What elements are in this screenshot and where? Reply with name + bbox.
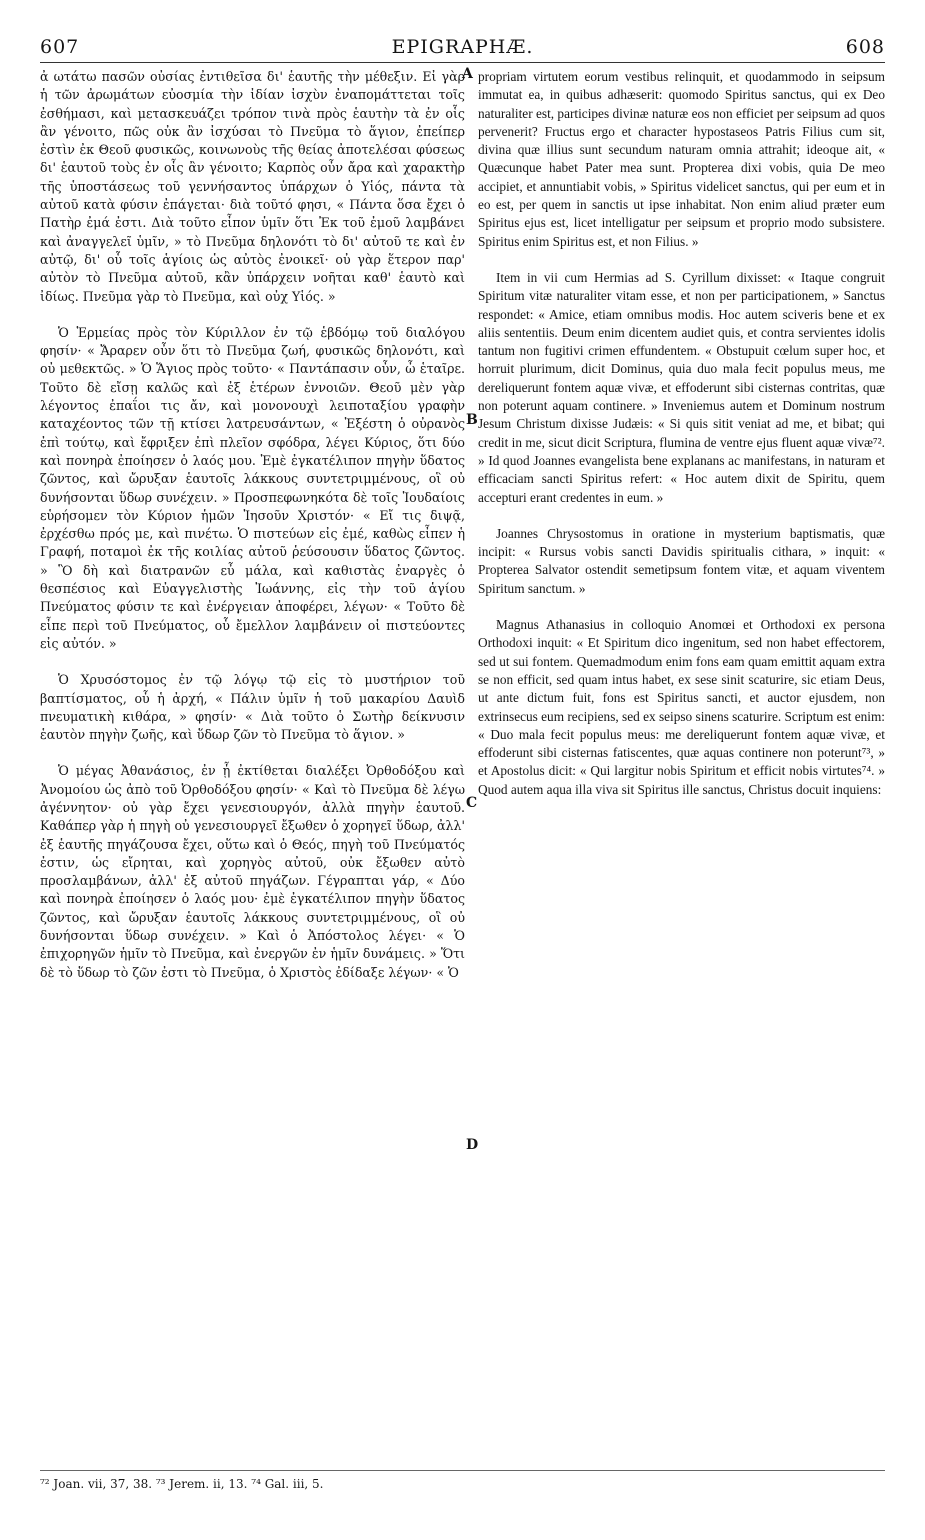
margin-marker-d: D	[466, 1137, 479, 1153]
greek-paragraph-2: Ὁ Ἑρμείας πρὸς τὸν Κύριλλον ἐν τῷ ἑβδόμῳ τοῦ διαλόγου φησίν· « Ἄραρεν οὖν ὅτι τὸ Πνεῦμα ζωή, φυσικῶς δηλονότι, καὶ οὐ μεθεκτῶς. » Ὁ Ἅγιος πρὸς τοῦτο· « Παντάπασιν οὖν, ὦ ἑταῖρε. Τοῦτο δὲ εἴσῃ καλῶς καὶ ἐξ ἑτέρων ἐννοιῶν. Θεοῦ μὲν γὰρ λέγοντος ἐπαΐοι τις ἄν, καὶ μονονουχὶ λειποταξίου γραφὴν καταχέοντος τῶν τῇ κτίσει λατρευσάντων, « Ἐξέστη ὁ οὐρανὸς ἐπὶ τούτῳ, καὶ ἔφριξεν ἐπὶ πλεῖον σφόδρα, λέγει Κύριος, ὅτι δύο καὶ πονηρὰ ἐποίησεν ὁ λαός μου. Ἐμὲ ἐγκατέλιπον πηγὴν ὕδατος ζῶντος, καὶ ὤρυξαν ἑαυτοῖς λάκκους συντετριμμένους, οἳ οὐ δυνήσονται ὕδωρ συνέχειν. » Προσπεφωνηκότα δὲ τοῖς Ἰουδαίοις εὑρήσομεν τὸν Κύριον ἡμῶν Ἰησοῦν Χριστόν· « Εἴ τις διψᾷ, ἐρχέσθω πρός με, καὶ πινέτω. Ὁ πιστεύων εἰς ἐμέ, καθὼς εἶπεν ἡ Γραφή, ποταμοὶ ἐκ τῆς κοιλίας αὐτοῦ ῥεύσουσιν ὕδατος ζῶντος. » Ὃ δὴ καὶ διατρανῶν εὖ μάλα, καὶ καθιστὰς ἐναργὲς ὁ θεσπέσιος καὶ Εὐαγγελιστὴς Ἰωάννης, εἰς τὴν τοῦ ἁγίου Πνεύματος φύσιν τε καὶ ἐνέργειαν ἀποφέρει, λέγων· « Τοῦτο δὲ εἶπε περὶ τοῦ Πνεύματος, οὗ ἔμελλον λαμβάνειν οἱ πιστεύοντες εἰς αὐτόν. »	[40, 324, 465, 651]
greek-paragraph-3: Ὁ Χρυσόστομος ἐν τῷ λόγῳ τῷ εἰς τὸ μυστήριον τοῦ βαπτίσματος, οὗ ἡ ἀρχή, « Πάλιν ὑμῖν ἡ τοῦ μακαρίου Δαυὶδ πνευματικὴ κιθάρα, » φησίν· « Διὰ τοῦτο ὁ Σωτὴρ δείκνυσιν ἑαυτὸν πηγὴν ζωῆς, καὶ ὕδωρ ζῶν τὸ Πνεῦμα τὸ ἅγιον. »	[40, 672, 465, 743]
latin-column	[478, 68, 885, 1456]
margin-marker-c: C	[466, 795, 478, 811]
page-number-left: 607	[40, 36, 80, 58]
page-header	[40, 36, 885, 63]
footnotes: ⁷² Joan. vii, 37, 38. ⁷³ Jerem. ii, 13. ⁷⁴ Gal. iii, 5.	[40, 1470, 885, 1491]
margin-marker-b: B	[466, 412, 478, 428]
latin-paragraph-1: propriam virtutem eorum vestibus relinquit, et quodammodo in seipsum immutat ea, in quibus adhæserit: quomodo Spiritus sanctus, qui ex Deo naturaliter est, participes divinæ naturæ eos non efficiet per seipsum ad quos pervenerit? Fructus ergo et character hypostaseos Patris Filius cum sit, divina quæ illius sunt secundum naturam omnia attrahit; ideoque ait, « Quæcunque habet Pater mea sunt. Propterea dixi vobis, quia De meo accipiet, et annuntiabit vobis, » Spiritus videlicet sanctus, qui per eum et in eo est, per quem in sanctis ut ipse inhabitat. Non enim aliud præter eum Spiritus ejus est, licet intelligatur per seipsum et proprio modo subsistere. Spiritus enim Spiritus est, et non Filius. »	[478, 69, 885, 249]
page-number-right: 608	[845, 36, 885, 58]
margin-marker-a: A	[462, 66, 473, 82]
latin-paragraph-2: Item in vii cum Hermias ad S. Cyrillum dixisset: « Itaque congruit Spiritum vitæ naturaliter vitam esse, et non per participationem, » Sanctus respondet: « Amice, etiam omnibus modis. Hoc autem sciveris bene et ex aliis sententiis. Deum enim dicentem audiet quis, et contra servientes idolis tantum non fugitivi crimen effundentem. « Obstupuit cœlum super hoc, et horruit plurimum, dicit Dominus, quia duo mala fecit populus meus, me dereliquerunt fontem aquæ vivæ, et effoderunt sibi cisternas contritas, quæ non poterunt aquam continere. » Inveniemus autem et Dominum nostrum Jesum Christum dixisse Judæis: « Si quis sitit veniat ad me, et bibat; qui credit in me, sicut dicit Scriptura, flumina de ventre ejus fluent aquæ vivæ⁷². » Id quod Joannes evangelista bene explanans ac manifestans, in naturam et efficaciam sancti Spiritus refert: « Hoc autem dixit de Spiritu, quem accepturi erant credentes in eum. »	[478, 269, 885, 505]
greek-paragraph-1: ἀ ωτάτω πασῶν οὐσίας ἐντιθεῖσα δι' ἑαυτῆς τὴν μέθεξιν. Εἰ γὰρ ἡ τῶν ἀρωμάτων εὐοσμία τὴν ἰδίαν ἰσχὺν ἐναπομάττεται τοῖς ἐσθήμασι, καὶ μετασκευάζει τρόπον τινὰ πρὸς ἑαυτὴν τὰ ἐν οἷς ἂν γένοιτο, πῶς οὐκ ἂν ἰσχύσαι τὸ Πνεῦμα τὸ ἅγιον, ἐπείπερ ἐστὶν ἐκ Θεοῦ φυσικῶς, κοινωνοὺς τῆς θείας ἀποτελέσαι φύσεως δι' ἑαυτοῦ τοὺς ἐν οἷς ἂν γένοιτο; Καρπὸς οὖν ἄρα καὶ χαρακτὴρ τῆς ὑποστάσεως τοῦ γεννήσαντος ὑπάρχων ὁ Υἱός, πάντα τὰ αὐτοῦ κατὰ φύσιν ἐπάγεται· διὰ τοῦτό φησι, « Πάντα ὅσα ἔχει ὁ Πατὴρ ἐμά ἐστι. Διὰ τοῦτο εἶπον ὑμῖν ὅτι Ἐκ τοῦ ἐμοῦ λαμβάνει καὶ ἀναγγελεῖ ὑμῖν, » τὸ Πνεῦμα δηλονότι τὸ δι' αὐτοῦ τε καὶ ἐν αὐτῷ, δι' οὗ τοῖς ἁγίοις ὡς αὐτὸς ἐνοικεῖ· οὐ γὰρ ἕτερον παρ' αὐτὸν τὸ Πνεῦμα αὐτοῦ, κἂν ὑπάρχειν νοῆται καθ' ἑαυτὸ καὶ ἰδίως. Πνεῦμα γὰρ τὸ Πνεῦμα, καὶ οὐχ Υἱός. »	[40, 69, 465, 304]
latin-paragraph-4: Magnus Athanasius in colloquio Anomœi et Orthodoxi ex persona Orthodoxi inquit: « Et Spiritum dico ingenitum, sed non habet effectorem, sed ut sui fontem. Quemadmodum enim fons eam quam emittit aquam extra se non efficit, sed quam intus habet, ex sese sinit scaturire, sic etiam Deus, ut ante dictum fuit, fons est Spiritus sancti, et auctor ejusdem, non extrinsecus eum recipiens, sed ex seipso sinens scaturire. Scriptum est enim: « Duo mala fecit populus meus: me dereliquerunt fontem aquæ vivæ, et effoderunt sibi cisternas fatiscentes, quæ aquas continere non poterunt⁷³, » et Apostolus dicit: « Qui largitur nobis Spiritum et efficit nobis virtutes⁷⁴. » Quod autem aqua illa viva sit Spiritus ille sanctus, Christus docuit inquiens:	[478, 617, 885, 797]
latin-paragraph-3: Joannes Chrysostomus in oratione in mysterium baptismatis, quæ incipit: « Rursus vobis sancti Davidis spiritualis cithara, » inquit: « Propterea Salvator ostendit semetipsum fontem vitæ, et aquam viventem Spiritum sanctum. »	[478, 525, 885, 596]
greek-column	[40, 68, 465, 1456]
greek-paragraph-4: Ὁ μέγας Ἀθανάσιος, ἐν ᾗ ἐκτίθεται διαλέξει Ὀρθοδόξου καὶ Ἀνομοίου ὡς ἀπὸ τοῦ Ὀρθοδόξου φησίν· « Καὶ τὸ Πνεῦμα δὲ λέγω ἀγέννητον· οὐ γὰρ ἔχει γενεσιουργόν, ἀλλὰ πηγὴν ἑαυτοῦ. Καθάπερ γὰρ ἡ πηγὴ οὐ γενεσιουργεῖ ἔξωθεν ὁ χορηγεῖ ὕδωρ, ἀλλ' ἐξ ἑαυτῆς πηγάζουσα ἔχει, οὕτω καὶ ὁ Θεός, πηγὴ τοῦ Πνεύματός ἐστιν, ὡς εἴρηται, καὶ χορηγὸς αὐτοῦ, οὐκ ἔξωθεν αὐτὸ προσλαμβάνων, ἀλλ' ἐξ αὐτοῦ πηγάζων. Γέγραπται γάρ, « Δύο καὶ πονηρὰ ἐποίησεν ὁ λαός μου· ἐμὲ ἐγκατέλιπον πηγὴν ὕδατος ζῶντος, καὶ ὤρυξαν ἑαυτοῖς λάκκους συντετριμμένους, οἳ οὐ δυνήσονται ὕδωρ συνέχειν. » Καὶ ὁ Ἀπόστολος λέγει· « Ὁ ἐπιχορηγῶν ἡμῖν τὸ Πνεῦμα, καὶ ἐνεργῶν ἐν ἡμῖν δυνάμεις. » Ὅτι δὲ τὸ ὕδωρ τὸ ζῶν ἐστι τὸ Πνεῦμα, ὁ Χριστὸς ἐδίδαξε λέγων· « Ὁ	[40, 763, 465, 980]
running-title: EPIGRAPHÆ.	[391, 36, 534, 58]
